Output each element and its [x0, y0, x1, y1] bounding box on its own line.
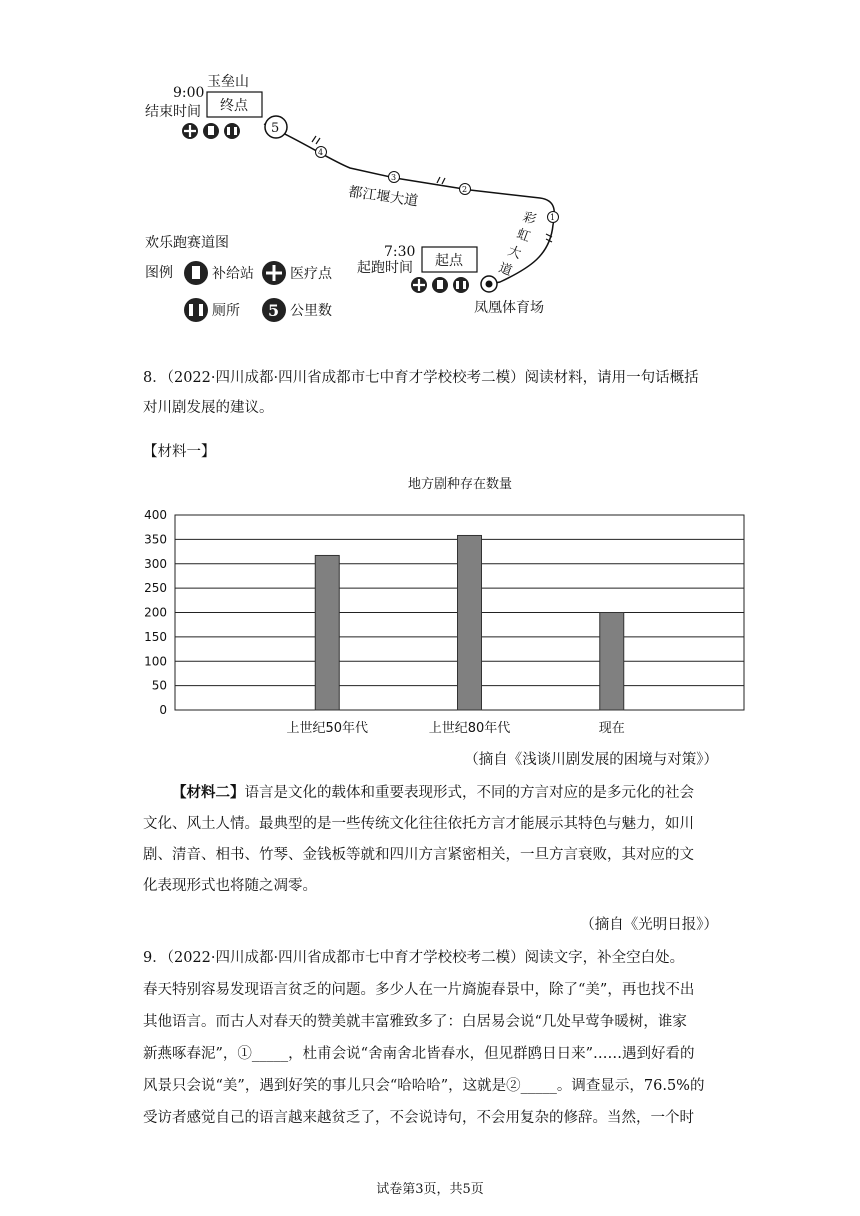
material1-label: 【材料一】 — [143, 444, 216, 460]
q9-line6: 受访者感觉自己的语言越来越贫乏了，不会说诗句，不会用复杂的修辞。当然，一个时 — [143, 1110, 694, 1126]
end-time-label: 结束时间 — [145, 104, 201, 120]
material2-label: 【材料二】 — [172, 784, 245, 801]
material2-line2: 文化、风土人情。最典型的是一些传统文化往往依托方言才能展示其特色与魅力，如川 — [143, 816, 694, 832]
end-box-label: 终点 — [220, 98, 248, 114]
road-label-caihong-2: 虹 — [514, 226, 532, 246]
chart-bar — [458, 535, 482, 710]
q9-line4: 新燕啄春泥”，①_____，杜甫会说“舍南舍北皆春水，但见群鸥日日来”……遇到好看的 — [143, 1046, 695, 1062]
start-box-label: 起点 — [435, 253, 463, 269]
road-label-caihong-1: 彩 — [520, 209, 538, 229]
chart-bar — [315, 555, 339, 710]
start-place: 凤凰体育场 — [474, 300, 544, 316]
road-label-caihong-3: 大 — [505, 243, 523, 263]
chart-bar — [600, 613, 624, 711]
material2-line1 — [172, 778, 732, 809]
x-tick-label: 上世纪80年代 — [428, 721, 511, 736]
start-time-label: 起跑时间 — [357, 260, 413, 276]
legend-toilet: 厕所 — [212, 303, 240, 319]
end-icons — [182, 123, 240, 139]
y-tick-label: 50 — [151, 678, 167, 693]
legend-supply: 补给站 — [212, 266, 254, 282]
source1: （摘自《浅谈川剧发展的困境与对策》） — [464, 752, 718, 768]
km-icon-number: 5 — [268, 301, 280, 320]
legend-medical: 医疗点 — [290, 266, 332, 282]
bar-chart — [130, 470, 750, 740]
legend-label: 图例 — [145, 265, 173, 281]
end-time: 9:00 — [173, 85, 205, 101]
route-map — [0, 0, 860, 340]
material2-line3: 剧、清音、相书、竹琴、金钱板等就和四川方言紧密相关，一旦方言衰败，其对应的文 — [143, 847, 694, 863]
y-tick-label: 0 — [159, 703, 167, 717]
q8-line1: 8．（2022·四川成都·四川省成都市七中育才学校校考二模）阅读材料，请用一句话概括 — [143, 370, 699, 386]
end-place: 玉垒山 — [207, 74, 249, 90]
page-footer: 试卷第3页，共5页 — [376, 1182, 484, 1197]
q9-line1: 9．（2022·四川成都·四川省成都市七中育才学校校考二模）阅读文字，补全空白处。 — [143, 950, 685, 966]
y-tick-label: 300 — [144, 556, 167, 571]
start-icons — [411, 277, 469, 293]
q9-line3: 其他语言。而古人对春天的赞美就丰富雅致多了：白居易会说“几处早莺争暖树，谁家 — [143, 1014, 687, 1030]
material2-text1: 语言是文化的载体和重要表现形式，不同的方言对应的是多元化的社会 — [244, 785, 694, 801]
q9-line2: 春天特别容易发现语言贫乏的问题。多少人在一片旖旎春景中，除了“美”，再也找不出 — [143, 982, 695, 998]
x-tick-label: 现在 — [598, 721, 625, 736]
legend-title: 欢乐跑赛道图 — [145, 235, 229, 251]
y-tick-label: 400 — [144, 508, 167, 522]
y-tick-label: 200 — [144, 605, 167, 620]
start-time: 7:30 — [384, 244, 416, 260]
q9-line5: 风景只会说“美”，遇到好笑的事儿只会“哈哈哈”，这就是②_____。调查显示，76.5%的 — [143, 1078, 705, 1094]
km-marker-3-label: 3 — [391, 173, 397, 182]
km-marker-5-label: 5 — [271, 121, 280, 136]
toilet-icon — [184, 298, 208, 322]
km-marker-1-label: 1 — [550, 213, 556, 222]
source2: （摘自《光明日报》） — [580, 917, 718, 933]
km-marker-4-label: 4 — [318, 148, 324, 157]
y-tick-label: 100 — [144, 654, 167, 669]
road-label-caihong-4: 道 — [496, 260, 514, 280]
road-label-dujiangyan: 都江堰大道 — [347, 184, 419, 210]
y-tick-label: 150 — [144, 629, 167, 644]
y-tick-label: 350 — [144, 532, 167, 547]
chart-title: 地方剧种存在数量 — [407, 477, 513, 492]
y-tick-label: 250 — [144, 581, 167, 596]
km-marker-2-label: 2 — [462, 185, 468, 194]
q8-line2: 对川剧发展的建议。 — [143, 400, 274, 416]
material2-line4: 化表现形式也将随之凋零。 — [143, 878, 317, 894]
legend-km: 公里数 — [290, 303, 332, 319]
x-tick-label: 上世纪50年代 — [286, 721, 369, 736]
